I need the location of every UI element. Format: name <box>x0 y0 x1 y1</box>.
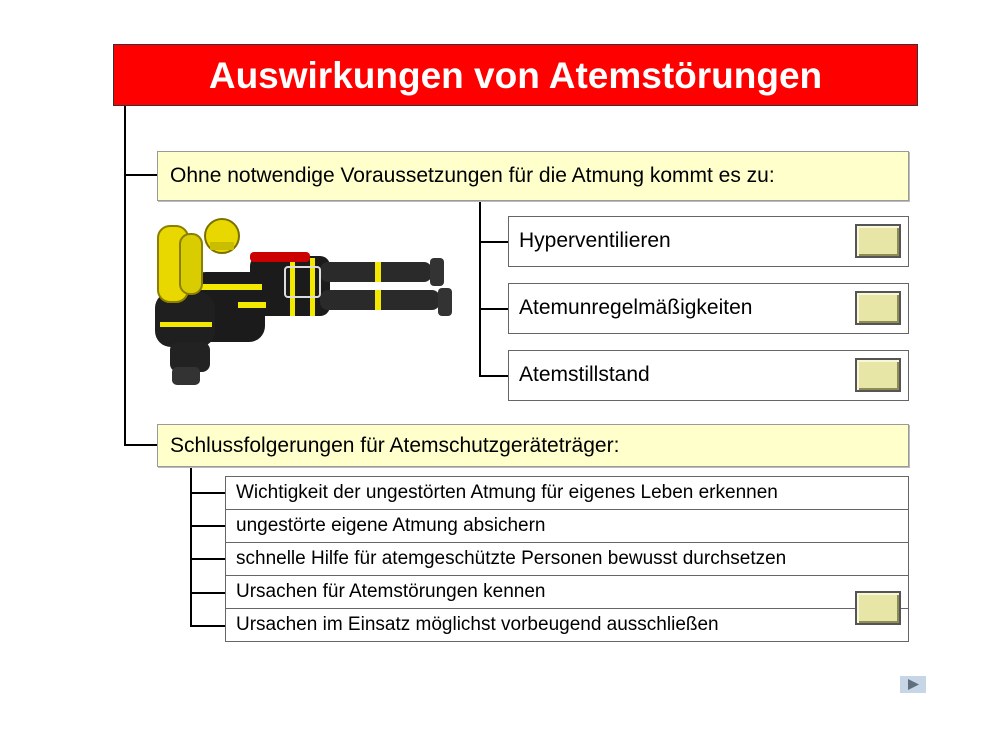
play-arrow-icon <box>900 676 926 693</box>
tree-line <box>124 106 126 446</box>
effect-item-irregular-breathing: Atemunregelmäßigkeiten <box>508 283 909 334</box>
section-heading-2: Schlussfolgerungen für Atemschutzgeräteträger: <box>157 424 909 467</box>
tree-line <box>479 200 481 376</box>
tree-line <box>124 444 158 446</box>
tree-line <box>190 592 225 594</box>
page-title: Auswirkungen von Atemstörungen <box>113 44 918 106</box>
conclusion-row: ungestörte eigene Atmung absichern <box>225 509 909 543</box>
reveal-button-conclusions[interactable] <box>855 591 901 625</box>
section-heading-1: Ohne notwendige Voraussetzungen für die Atmung kommt es zu: <box>157 151 909 201</box>
effect-item-respiratory-arrest: Atemstillstand <box>508 350 909 401</box>
tree-line <box>190 525 225 527</box>
conclusion-row: Ursachen für Atemstörungen kennen <box>225 575 909 609</box>
tree-line <box>190 492 225 494</box>
next-slide-button[interactable] <box>900 676 926 693</box>
effect-item-hyperventilation: Hyperventilieren <box>508 216 909 267</box>
conclusion-row: Wichtigkeit der ungestörten Atmung für eigenes Leben erkennen <box>225 476 909 510</box>
tree-line <box>190 466 192 627</box>
reveal-button-respiratory-arrest[interactable] <box>855 358 901 392</box>
reveal-button-hyperventilation[interactable] <box>855 224 901 258</box>
tree-line <box>124 174 158 176</box>
tree-line <box>479 241 509 243</box>
firefighter-rescue-illustration <box>140 212 460 392</box>
reveal-button-irregular-breathing[interactable] <box>855 291 901 325</box>
tree-line <box>190 558 225 560</box>
tree-line <box>479 375 509 377</box>
tree-line <box>190 625 225 627</box>
conclusion-row: schnelle Hilfe für atemgeschützte Personen bewusst durchsetzen <box>225 542 909 576</box>
conclusion-row: Ursachen im Einsatz möglichst vorbeugend ausschließen <box>225 608 909 642</box>
tree-line <box>479 308 509 310</box>
